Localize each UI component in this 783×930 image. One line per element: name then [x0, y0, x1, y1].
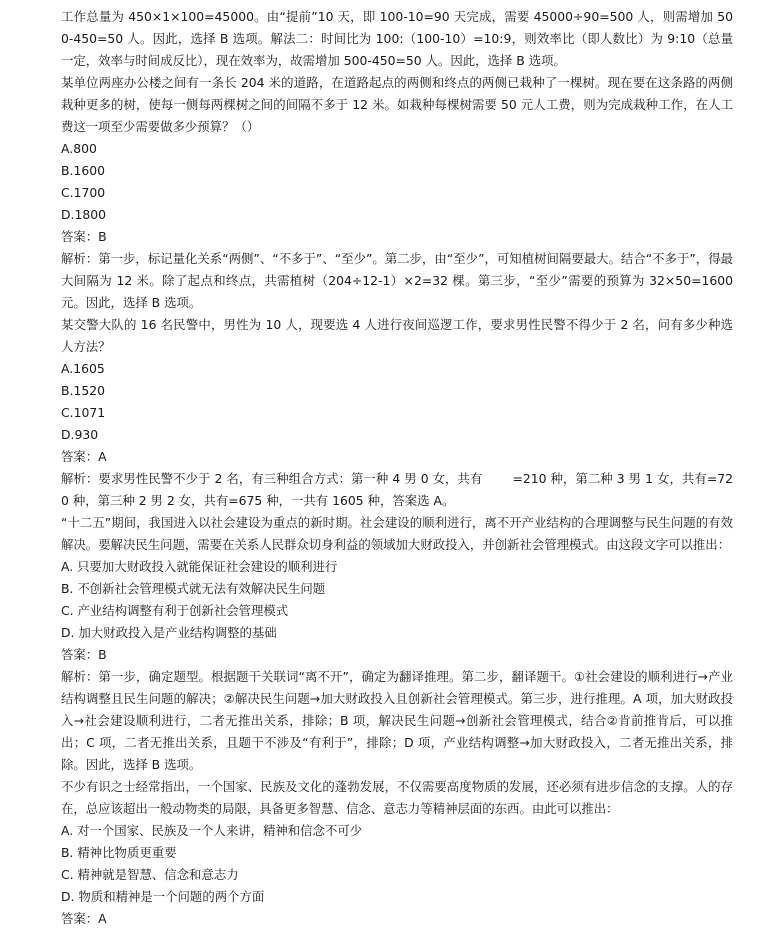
q2-stem: 某交警大队的 16 名民警中，男性为 10 人，现要选 4 人进行夜间巡逻工作，要求男性民警不得少于 2 名，问有多少种选人方法？: [61, 317, 733, 354]
q1-option-b: B.1600: [61, 163, 105, 178]
q4-option-b: B. 精神比物质更重要: [61, 845, 177, 860]
q3-answer: 答案：B: [61, 647, 107, 662]
q2-option-b: B.1520: [61, 383, 105, 398]
q3-option-c: C. 产业结构调整有利于创新社会管理模式: [61, 603, 289, 618]
q2-analysis-part2: =210 种，第二种 3 男 1 女，共有=720 种，第三种 2 男 2 女，共有=675 种，一共有 1605 种，答案选 A。: [61, 471, 733, 508]
q3-option-d: D. 加大财政投入是产业结构调整的基础: [61, 625, 277, 640]
q2-option-c: C.1071: [61, 405, 106, 420]
q3-option-a: A. 只要加大财政投入就能保证社会建设的顺利进行: [61, 559, 338, 574]
q1-option-d: D.1800: [61, 207, 107, 222]
q1-stem: 某单位两座办公楼之间有一条长 204 米的道路，在道路起点的两侧和终点的两侧已栽种了一棵树。现在要在这条路的两侧栽种更多的树，使每一侧每两棵树之间的间隔不多于 12 米。如栽种每棵树需要 50 元人工费，则为完成栽种工作，在人工费这一项至少需要做多少预算？（）: [61, 75, 733, 134]
q1-answer: 答案：B: [61, 229, 107, 244]
q4-option-c: C. 精神就是智慧、信念和意志力: [61, 867, 239, 882]
q4-answer: 答案：A: [61, 911, 107, 926]
q2-answer: 答案：A: [61, 449, 107, 464]
previous-solution-text: 工作总量为 450×1×100=45000。由“提前”10 天，即 100-10=90 天完成，需要 45000÷90=500 人，则需增加 500-450=50 人。因此，选择 B 选项。解法二：时间比为 100:（100-10）=10:9，则效率比（即人数比）为 9:10（总量一定，效率与时间成反比），现在效率为，故需增加 500-450=50 人。因此，选择 B 选项。: [61, 9, 733, 68]
q4-option-d: D. 物质和精神是一个问题的两个方面: [61, 889, 265, 904]
q2-option-a: A.1605: [61, 361, 105, 376]
q3-analysis: 解析：第一步，确定题型。根据题干关联词“离不开”，确定为翻译推理。第二步，翻译题干。①社会建设的顺利进行→产业结构调整且民生问题的解决；②解决民生问题→加大财政投入且创新社会管理模式。第三步，进行推理。A 项，加大财政投入→社会建设顺利进行，二者无推出关系，排除；B 项，解决民生问题→创新社会管理模式，结合②肯前推肯后，可以推出；C 项，二者无推出关系，且题干不涉及“有利于”，排除；D 项，产业结构调整→加大财政投入，二者无推出关系，排除。因此，选择 B 选项。: [61, 669, 733, 772]
q3-option-b: B. 不创新社会管理模式就无法有效解决民生问题: [61, 581, 326, 596]
q1-analysis: 解析：第一步，标记量化关系“两侧”、“不多于”、“至少”。第二步，由“至少”，可知植树间隔要最大。结合“不多于”，得最大间隔为 12 米。除了起点和终点，共需植树（204÷12-1）×2=32 棵。第三步，“至少”需要的预算为 32×50=1600 元。因此，选择 B 选项。: [61, 251, 733, 310]
q1-option-c: C.1700: [61, 185, 106, 200]
q4-stem: 不少有识之士经常指出，一个国家、民族及文化的蓬勃发展，不仅需要高度物质的发展，还必须有进步信念的支撑。人的存在，总应该超出一般动物类的局限，具备更多智慧、信念、意志力等精神层面的东西。由此可以推出：: [61, 779, 733, 816]
q2-analysis-part1: 解析：要求男性民警不少于 2 名，有三种组合方式：第一种 4 男 0 女，共有: [61, 471, 483, 486]
q2-analysis: [61, 468, 733, 512]
q2-option-d: D.930: [61, 427, 99, 442]
q4-option-a: A. 对一个国家、民族及一个人来讲，精神和信念不可少: [61, 823, 363, 838]
q1-option-a: A.800: [61, 141, 97, 156]
q3-stem: “十二五”期间，我国进入以社会建设为重点的新时期。社会建设的顺利进行，离不开产业结构的合理调整与民生问题的有效解决。要解决民生问题，需要在关系人民群众切身利益的领域加大财政投入，并创新社会管理模式。由这段文字可以推出：: [61, 515, 733, 552]
